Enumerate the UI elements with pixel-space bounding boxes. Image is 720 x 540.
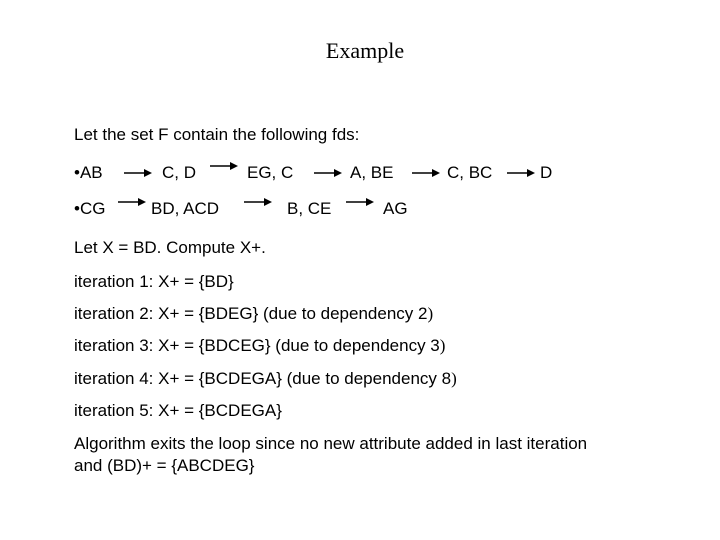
fd-row-1-token-5: D bbox=[540, 163, 553, 182]
fd-row-2-token-2: B, CE bbox=[287, 199, 332, 218]
fd-row-2-token-3: AG bbox=[383, 199, 408, 218]
arrow-icon bbox=[507, 167, 535, 179]
iteration-2-note: ) bbox=[427, 304, 434, 323]
slide-title: Example bbox=[325, 38, 405, 63]
fd-row-1-token-2: EG, C bbox=[247, 163, 294, 182]
arrow-icon bbox=[244, 196, 272, 208]
fd-row-2-bullet: •CG bbox=[74, 199, 106, 218]
iteration-1-text: iteration 1: X+ = {BD} bbox=[74, 272, 234, 291]
iteration-1 bbox=[74, 272, 234, 292]
iteration-2-text: iteration 2: X+ = {BDEG} (due to dependency 2 bbox=[74, 304, 428, 323]
conclusion-line-2: and (BD)+ = {ABCDEG} bbox=[74, 456, 255, 475]
iteration-3-note: ) bbox=[439, 336, 446, 355]
fd-row-2-token-1: BD, ACD bbox=[151, 199, 220, 218]
iteration-5-text: iteration 5: X+ = {BCDEGA} bbox=[74, 401, 282, 420]
fd-row-1-token-4: C, BC bbox=[447, 163, 493, 182]
iteration-4-note: ) bbox=[451, 369, 457, 388]
arrow-icon bbox=[346, 196, 374, 208]
arrow-icon bbox=[124, 167, 152, 179]
fd-row-1-bullet: •AB bbox=[74, 163, 103, 182]
iteration-3-text: iteration 3: X+ = {BDCEG} (due to dependency 3 bbox=[74, 336, 440, 355]
iteration-5 bbox=[74, 401, 282, 421]
arrow-icon bbox=[210, 160, 238, 172]
fd-row-1-token-1: C, D bbox=[162, 163, 196, 182]
arrow-icon bbox=[412, 167, 440, 179]
iteration-3 bbox=[74, 336, 445, 356]
intro-text: Let the set F contain the following fds: bbox=[74, 125, 360, 144]
conclusion-line-1: Algorithm exits the loop since no new attribute added in last iteration bbox=[74, 434, 588, 453]
iteration-4-text: iteration 4: X+ = {BCDEGA} (due to dependency 8 bbox=[74, 369, 452, 388]
arrow-icon bbox=[118, 196, 146, 208]
iteration-2 bbox=[74, 304, 433, 324]
arrow-icon bbox=[314, 167, 342, 179]
let-x-line: Let X = BD. Compute X+. bbox=[74, 238, 266, 257]
iteration-4 bbox=[74, 369, 457, 389]
fd-row-1-token-3: A, BE bbox=[350, 163, 394, 182]
